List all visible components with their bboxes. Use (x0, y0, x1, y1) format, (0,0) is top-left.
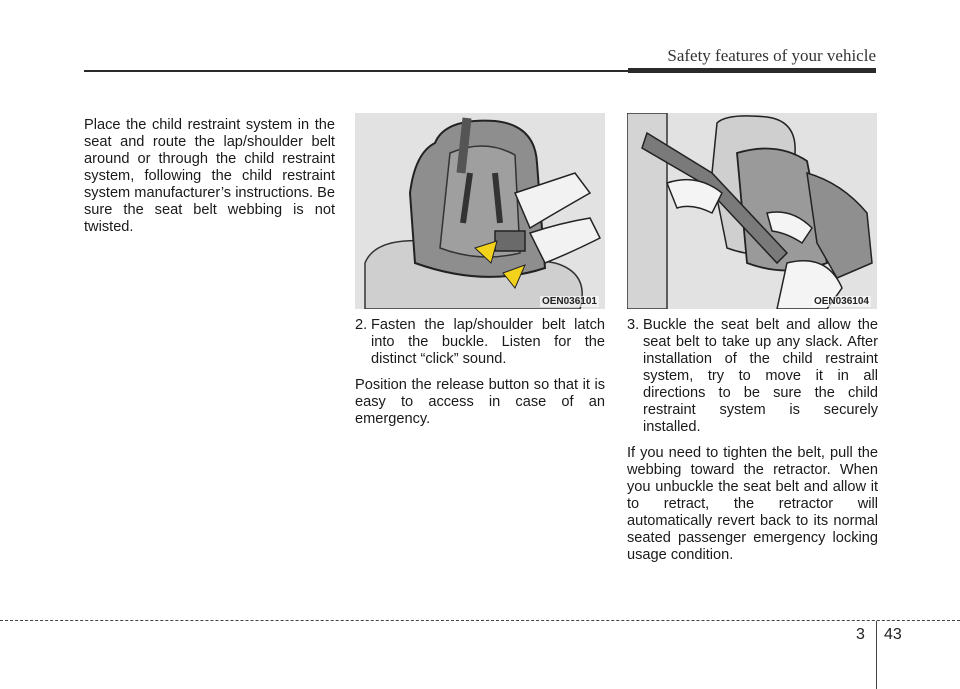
figure-child-seat-buckle (355, 113, 605, 309)
right-paragraph: If you need to tighten the belt, pull the webbing toward the retractor. When you unbuckle the seat belt and allow it to retract, the retractor will automatically revert back to its normal seated passenger emergency locking usage condition. (627, 445, 878, 563)
step-text: Buckle the seat belt and allow the seat belt to take up any slack. After installation of the child restraint system, try to move it in all directions to be sure the child restraint system is securely installed. (643, 317, 878, 435)
step-number: 3. (627, 317, 640, 333)
step-text: Fasten the lap/shoulder belt latch into the buckle. Listen for the distinct “click” sound. (371, 317, 605, 367)
left-paragraph: Place the child restraint system in the seat and route the lap/shoulder belt around or through the child restraint system, following the child restraint system manufacturer’s instructions. Be sure the seat belt webbing is not twisted. (84, 117, 335, 235)
middle-paragraph: Position the release button so that it is easy to access in case of an emergency. (355, 377, 605, 427)
step-2 (355, 317, 605, 368)
middle-column (355, 317, 605, 437)
footer-rule (0, 620, 960, 621)
figure-seat-belt-tighten (627, 113, 877, 309)
header-rule-accent (628, 68, 876, 73)
figure-code: OEN036104 (813, 296, 869, 307)
step-3 (627, 317, 878, 436)
right-column (627, 317, 878, 573)
child-seat-buckle-illustration (355, 113, 605, 309)
left-column (84, 117, 335, 245)
header-title: Safety features of your vehicle (667, 46, 876, 65)
footer-separator (876, 621, 877, 689)
step-number: 2. (355, 317, 368, 333)
page-number: 43 (884, 626, 902, 643)
figure-code: OEN036101 (541, 296, 597, 307)
chapter-number: 3 (856, 626, 865, 643)
seat-belt-tighten-illustration (627, 113, 877, 309)
